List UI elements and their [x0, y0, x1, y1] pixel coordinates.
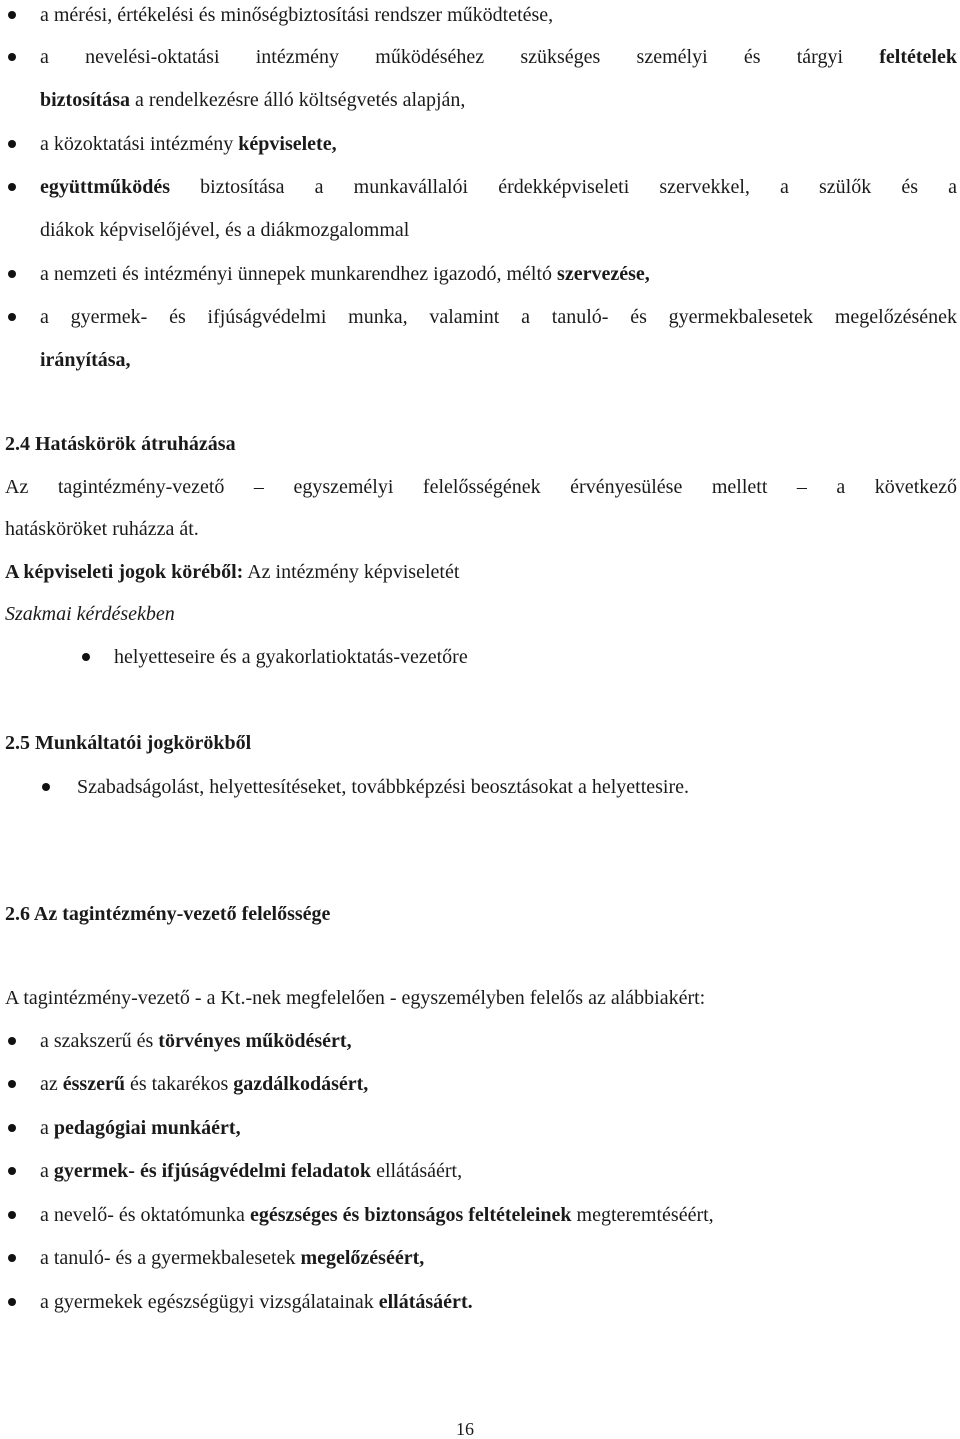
paragraph-delegation-cont: hatásköröket ruházza át.	[5, 518, 199, 540]
bullet-icon	[42, 783, 50, 791]
text: a	[40, 1117, 54, 1139]
list1-item-6	[40, 262, 650, 286]
section-heading-2-5: 2.5 Munkáltatói jogkörökből	[5, 732, 252, 754]
list2-item-5	[40, 1246, 424, 1270]
text: a gyermekek egészségügyi vizsgálatainak	[40, 1291, 379, 1313]
bold-text: biztosítása	[40, 89, 130, 111]
text: ellátásáért,	[371, 1160, 463, 1182]
bullet-icon	[8, 1080, 16, 1088]
professional-matters: Szakmai kérdésekben	[5, 603, 175, 625]
list1-item-0	[40, 3, 553, 27]
bold-text: képviselete,	[238, 133, 337, 155]
text: a nemzeti és intézményi ünnepek munkarendhez igazodó, méltó	[40, 263, 558, 285]
text: a közoktatási intézmény	[40, 133, 239, 155]
bullet-icon	[8, 1124, 16, 1132]
representation-line	[5, 560, 459, 584]
bold-text: törvényes működésért,	[158, 1030, 352, 1052]
list2-item-2	[40, 1116, 241, 1140]
text: diákok képviselőjével, és a diákmozgalommal	[40, 219, 410, 241]
text: a rendelkezésre álló költségvetés alapján,	[130, 89, 466, 111]
list1-item-4	[40, 175, 957, 199]
delegation-bullet: helyetteseire és a gyakorlatioktatás-vezetőre	[114, 646, 468, 668]
text: a nevelési-oktatási intézmény működéséhez szükséges személyi és tárgyi	[40, 46, 880, 68]
bold-text: ésszerű	[62, 1073, 125, 1095]
text: megteremtéséért,	[571, 1204, 714, 1226]
list1-item-8	[40, 348, 131, 372]
list2-item-4	[40, 1203, 714, 1227]
bullet-icon	[8, 1037, 16, 1045]
bullet-icon	[8, 183, 16, 191]
representation-label: A képviseleti jogok köréből:	[5, 561, 244, 583]
responsibility-intro: A tagintézmény-vezető - a Kt.-nek megfelelően - egyszemélyben felelős az alábbiakért:	[5, 987, 706, 1009]
text: a mérési, értékelési és minőségbiztosítási rendszer működtetése,	[40, 4, 554, 26]
text: a gyermek- és ifjúságvédelmi munka, valamint a tanuló- és gyermekbalesetek megelőzésének	[40, 306, 957, 328]
list1-item-5	[40, 218, 409, 242]
bold-text: egészséges és biztonságos feltételeinek	[249, 1204, 572, 1226]
bold-text: pedagógiai munkáért,	[53, 1117, 241, 1139]
list1-item-3	[40, 132, 337, 156]
list2-item-0	[40, 1029, 352, 1053]
text: a szakszerű és	[40, 1030, 159, 1052]
bullet-icon	[8, 1298, 16, 1306]
section-heading-2-6: 2.6 Az tagintézmény-vezető felelőssége	[5, 903, 331, 925]
text: az	[40, 1073, 63, 1095]
bullet-icon	[8, 270, 16, 278]
bullet-icon	[8, 313, 16, 321]
bullet-icon	[8, 1211, 16, 1219]
bullet-icon	[8, 140, 16, 148]
representation-text: Az intézmény képviseletét	[243, 561, 460, 583]
list2-item-3	[40, 1159, 462, 1183]
bold-text: feltételek	[879, 46, 957, 68]
list2-item-6	[40, 1290, 473, 1314]
bold-text: gazdálkodásért,	[233, 1073, 369, 1095]
bullet-icon	[8, 11, 16, 19]
text: a nevelő- és oktatómunka	[40, 1204, 250, 1226]
page-number: 16	[456, 1419, 474, 1439]
text: biztosítása a munkavállalói érdekképviseleti szervekkel, a szülők és a	[170, 176, 957, 198]
section-heading-2-4: 2.4 Hatáskörök átruházása	[5, 433, 236, 455]
bullet-icon	[8, 53, 16, 61]
list1-item-7	[40, 305, 957, 329]
list1-item-2	[40, 88, 465, 112]
employer-rights-bullet: Szabadságolást, helyettesítéseket, továbbképzési beosztásokat a helyettesire.	[77, 776, 690, 798]
bold-text: megelőzéséért,	[300, 1247, 425, 1269]
paragraph-delegation: Az tagintézmény-vezető – egyszemélyi felelősségének érvényesülése mellett – a következő	[5, 476, 957, 498]
list2-item-1	[40, 1072, 368, 1096]
text: a	[40, 1160, 54, 1182]
bold-text: gyermek- és ifjúságvédelmi feladatok	[53, 1160, 372, 1182]
bold-text: szervezése,	[557, 263, 650, 285]
bullet-icon	[82, 653, 90, 661]
list1-item-1	[40, 45, 957, 69]
text: és takarékos	[124, 1073, 234, 1095]
bold-text: ellátásáért.	[378, 1291, 473, 1313]
bold-text: irányítása,	[40, 349, 131, 371]
bold-text: együttműködés	[40, 176, 171, 198]
text: a tanuló- és a gyermekbalesetek	[40, 1247, 301, 1269]
bullet-icon	[8, 1254, 16, 1262]
bullet-icon	[8, 1167, 16, 1175]
